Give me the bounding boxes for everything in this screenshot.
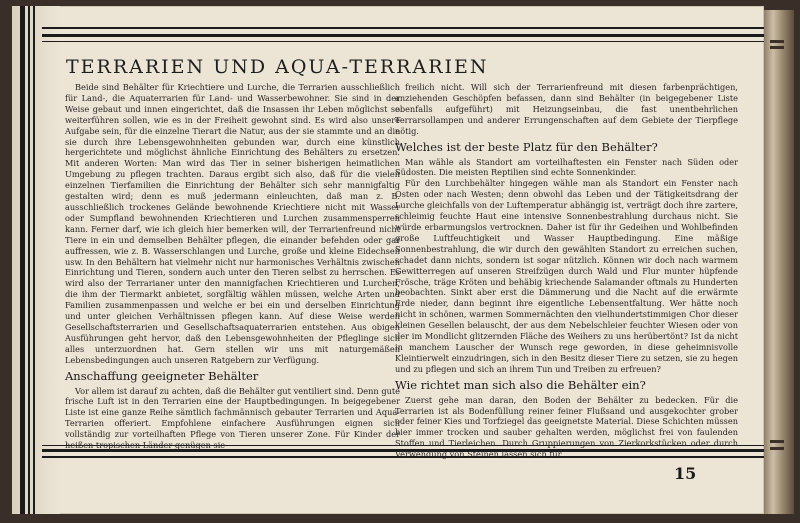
binding-stub xyxy=(770,40,784,43)
section-heading: Wie richtet man sich also die Behälter ein? xyxy=(395,377,646,392)
section-heading: Anschaffung geeigneter Behälter xyxy=(65,368,259,383)
binding-stub xyxy=(770,440,784,443)
page-number: 15 xyxy=(674,464,697,483)
border-rule-vertical-3 xyxy=(33,6,35,514)
page-edge-stack xyxy=(764,10,794,514)
paragraph-section-1a: Man wähle als Standort am vorteilhaftesten ein Fenster nach Süden oder Südosten. Die meisten Reptilien sind echte Sonnenkinder. xyxy=(395,156,738,178)
paragraph-intro-right: freilich nicht. Will sich der Terrarienfreund mit diesen farbenprächtigen, anziehenden Geschöpfen befassen, dann sind Behälter (in beigegebener Liste ebenfalls aufgeführt) mit Heizungseinbau, die fast unentbehrlichen Terrarsollampen und anderer Errungenschaften auf dem Gebiete der Tierpflege nötig. xyxy=(395,82,738,136)
book-page xyxy=(12,6,764,514)
section-heading: Welches ist der beste Platz für den Behälter? xyxy=(395,139,658,154)
binding-stub xyxy=(770,46,784,49)
paragraph-section-1b: Für den Lurchbehälter hingegen wähle man als Standort ein Fenster nach Osten oder nach Westen; denn obwohl das Leben und der Tätigkeitsdrang der Lurche gleichfalls von der Luftemperatur abhängig ist, verträgt doch ihre zartere, schleimig feuchte Haut eine intensive Sonnenbestrahlung durchaus nicht. Sie würde erbarmungslos vertrocknen. Daher ist für ihr Gedeihen und Wohlbefinden große Luftfeuchtigkeit und Wasser Hauptbedingung. Eine mäßige Sonnenbestrahlung, die wir durch den gewählten Standort zu erreichen suchen, schadet dann nichts, sondern ist sogar nützlich. Können wir doch nach warmem Gewitterregen auf unseren Streifzügen durch Wald und Flur munter hüpfende Frösche, träge Kröten und behäbig kriechende Salamander oftmals zu Hunderten beobachten. Sinkt aber erst die Dämmerung und die Nacht auf die erwärmte Erde nieder, dann beginnt ihre eigentliche Lebensentfaltung. Wer hätte noch nicht in schönen, warmen Sommernächten den vielhundertstimmigen Chor dieser kleinen Gesellen belauscht, der aus dem Nebelschleier feuchter Wiesen oder von der im Mondlicht glitzernden Fläche des Weihers zu uns herübertönt? Ist da nicht in manchem Lauscher der Wunsch rege geworden, in diese geheimnisvolle Kleintierwelt einzudringen, sich in den Besitz dieser Tiere zu setzen, sie zu hegen und zu pflegen und sich an ihrem Tun und Treiben zu erfreuen? xyxy=(395,178,738,374)
text-column-left xyxy=(65,82,400,451)
border-rule-top-2 xyxy=(42,34,770,37)
paragraph-section-2: Zuerst gehe man daran, den Boden der Behälter zu bedecken. Für die Terrarien ist als Bodenfüllung reiner feiner Flußsand und ausgekochter grober oder feiner Kies und Torfziegel das geeignetste Material. Diese Schichten müssen hier immer trocken und sauber gehalten werden, möglichst frei von faulenden Stoffen und Tierleichen. Durch Gruppierungen von Zierkorkstücken oder durch Verwendung von Steinen lassen sich für xyxy=(395,394,738,460)
border-rule-top-3 xyxy=(42,41,770,42)
paragraph-section-left: Vor allem ist darauf zu achten, daß die Behälter gut ventiliert sind. Denn gute frische Luft ist in den Terrarien eine der Hauptbedingungen. In beigegebener Liste ist eine ganze Reihe sämtlich fachmännisch gebauter Terrarien und Aqua-Terrarien offeriert. Empfohlene einfachere Ausführungen eignen sich vollständig zur vorteilhaften Pflege von Tieren unserer Zone. Für Kinder der heißen tropischen Länder genügen sie xyxy=(65,385,400,451)
paragraph-intro-left: Beide sind Behälter für Kriechtiere und Lurche, die Terrarien ausschließlich für Land-, die Aquaterrarien für Land- und Wasserbewohner. Sie sind in der Weise gebaut und innen eingerichtet, daß die Insassen ihr Leben möglichst so weiterführen sollen, wie es in der Freiheit gewohnt sind. Es wird also unsere Aufgabe sein, für die einzelne Tierart die Natur, aus der sie stammte und an die sie durch ihre Lebensgewohnheiten gebunden war, durch eine künstlich hergerichtete und möglichst ähnliche Einrichtung des Behälters zu ersetzen. Mit anderen Worten: Man wird das Tier in seiner bisherigen heimatlichen Umgebung zu pflegen trachten. Daraus ergibt sich also, daß für die vielen einzelnen Tierfamilien die Einrichtung der Behälter sich sehr mannigfaltig gestalten wird; denn es muß jedermann einleuchten, daß man z. B. ausschließlich trockenes Gelände bewohnende Kriechtiere nicht mit Wasser oder Sumpfland bewohnenden Kriechtieren und Lurchen zusammensperren kann. Ferner darf, wie ich gleich hier bemerken will, der Terrarienfreund nicht Tiere in ein und demselben Behälter pflegen, die einander befehden oder gar auffressen, wie z. B. Wasserschlangen und Lurche, große und kleine Eidechsen usw. In den Behältern hat vielmehr nicht nur harmonisches Verhältnis zwischen Einrichtung und Tieren, sondern auch unter den Tieren selbst zu herrschen. Es wird also der Terrarianer unter den mannigfachen Kriechtieren und Lurchen, die ihm der Tiermarkt anbietet, sorgfältig wählen müssen, welche Arten und Familien zusammenpassen und welche er bei ein und derselben Einrichtung und unter gleichen Verhältnissen pflegen kann. Auf diese Weise werden Gesellschaftsterrarien und Gesellschaftsaquaterrarien entstehen. Aus obigen Ausführungen geht hervor, daß den Lebensgewohnheiten der Pfleglinge sich alles unterzuordnen hat. Gern stellen wir uns mit naturgemäßen Lebensbedingungen auch unseren Ratgebern zur Verfügung. xyxy=(65,82,400,365)
border-rule-vertical-1 xyxy=(20,6,25,514)
text-column-right xyxy=(395,82,738,460)
border-rule-vertical-2 xyxy=(28,6,30,514)
binding-stub xyxy=(770,447,784,450)
border-rule-top-1 xyxy=(42,27,770,29)
page-title: TERRARIEN UND AQUA-TERRARIEN xyxy=(66,56,489,78)
